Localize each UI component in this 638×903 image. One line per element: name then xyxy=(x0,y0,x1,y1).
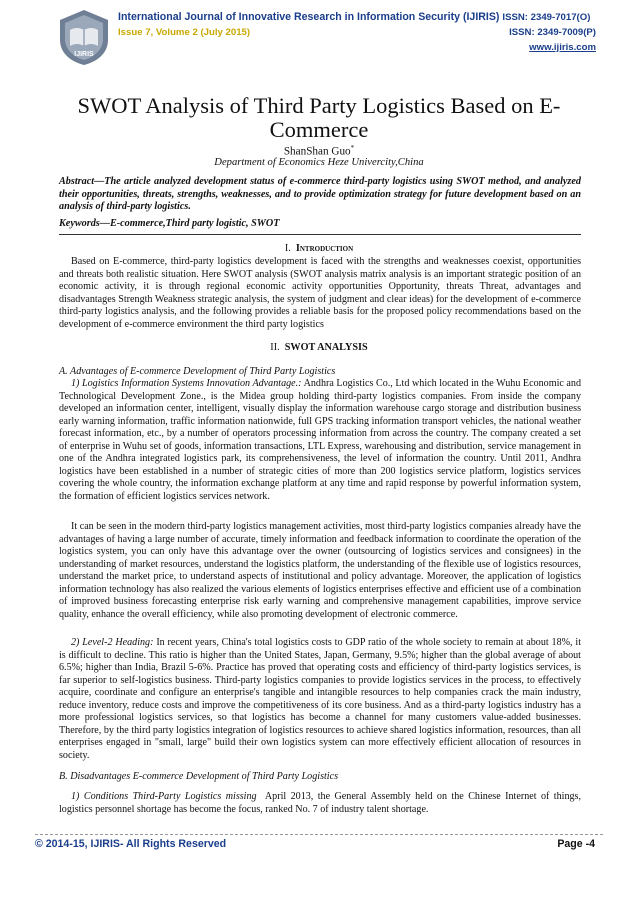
footer-divider xyxy=(35,834,603,835)
advantage-2-paragraph xyxy=(59,637,581,762)
author-name: ShanShan Guo xyxy=(283,145,351,158)
affiliation: Department of Economics Heze Univercity,China xyxy=(214,157,424,168)
section-title: Introduction xyxy=(295,243,354,254)
page-number: Page -4 xyxy=(557,838,595,850)
section-number: II. xyxy=(270,342,280,353)
author-mark: * xyxy=(350,144,355,152)
subsection-b-heading: B. Disadvantages E-commerce Development of Third Party Logistics xyxy=(59,771,339,782)
disadvantage-1-heading: 1) Conditions Third-Party Logistics missing xyxy=(71,791,257,802)
section-heading-swot xyxy=(0,342,638,353)
advantage-2-text: In recent years, China's total logistics costs to GDP ratio of the whole society to remain at about 18%, it is difficult to decline. This ratio is higher than the United States, Japan, Germany, 9.5%; higher than the global average of about 6.5%; higher than India, Brazil 5-6%. Practice has proved that operating costs and efficiency of third-party logistics services, is far superior to self-logistics business. Third-party logistics companies to provide logistics services in the process, to effectively acquire, coordinate and configure an enterprise's tangible and intangible resources to help companies crack the main industry, reduce inventory, reduce costs and improve the competitiveness of its core business. And as a third-party logistics industry has a more professional logistics services, so that logistics has become a channel for many customers value-added businesses. Therefore, by the third party logistics integration of logistics resources to achieve shared logistics information, resources, than all enterprises engaged in "small, large" build their own logistics system can more effectively efficient allocation of resources in society. xyxy=(59,637,581,761)
issn-print: ISSN: 2349-7009(P) xyxy=(509,27,596,38)
journal-header xyxy=(0,0,638,88)
section-heading-introduction xyxy=(0,243,638,254)
advantage-2-heading: 2) Level-2 Heading: xyxy=(71,637,154,648)
paper-title: SWOT Analysis of Third Party Logistics Based on E-Commerce xyxy=(77,93,561,142)
ijiris-logo-icon xyxy=(56,8,112,66)
issn-online: ISSN: 2349-7017(O) xyxy=(502,12,591,23)
subsection-a-heading: A. Advantages of E-commerce Development of Third Party Logistics xyxy=(59,366,336,377)
advantage-1-text: Andhra Logistics Co., Ltd which located in the Wuhu Economic and Technological Development Zone., is the Midea group holding third-party logistics companies. From inside the company developed an information center, intelligent, visually display the information warehouse cargo storage and distribution business early warning information, traffic information nationwide, full GPS tracking information transport vehicles, the national weather forecast information, etc., by a number of operators processing information from across the country. The company created a set of enterprise in Wuhu set of goods, information transactions, LTL Express, warehousing and distribution, service management in one of the Andhra integrated logistics park, its comprehensiveness, the level of information the country. Until 2011, Andhra logistics have been established in a number of strategic cities of more than 200 logistics service platform, logistics services covering the whole country, the information exchange platform at any time and rapid response by powerful information system, the formation of efficient logistics services network. xyxy=(59,378,582,502)
author-line xyxy=(0,144,638,158)
advantage-1-paragraph xyxy=(59,378,581,503)
journal-website-link[interactable]: www.ijiris.com xyxy=(529,42,596,53)
keywords: Keywords—E-commerce,Third party logistic, SWOT xyxy=(59,218,280,229)
section-title: SWOT ANALYSIS xyxy=(284,342,368,353)
logo-text: IJIRIS xyxy=(74,51,94,58)
disadvantage-1-paragraph xyxy=(59,791,581,816)
abstract: Abstract—The article analyzed development status of e-commerce third-party logistics using SWOT method, and analyzed their opportunities, threats, strengths, weaknesses, and to provide optimization strategy for future development based on an analysis of third-party logistics. xyxy=(59,176,581,213)
section-number: I. xyxy=(284,243,291,254)
advantage-1-paragraph-2: It can be seen in the modern third-party logistics management activities, most third-party logistics companies already have the advantages of having a large number of accurate, timely information and feedback information to coordinate the operation of the logistics system, you can only have this advantage over the owner (outsourcing of logistics services and consignees) in the understanding of market resources, understand the logistics platform, the understanding of the flexible use of logistics resources, understand the market price, to understand aspects of institutional and policy advantage. Moreover, the application of logistics information technology has also realized the various elements of logistics enterprises effective and efficient use of a combination of improved business forecasting enterprise risk early warning and comprehensive management capabilities, improve service quality, enhance the overall efficiency, while also promoting development of electronic commerce. xyxy=(59,521,581,620)
copyright: © 2014-15, IJIRIS- All Rights Reserved xyxy=(35,838,227,850)
intro-paragraph: Based on E-commerce, third-party logistics development is faced with the strengths and weaknesses coexist, opportunities and threats both realistic situation. Here SWOT analysis (SWOT analysis matrix analysis is an important strategic position of an economic activity, it is through regional economic activity opportunities Opportunity, threats Threat, advantages and disadvantages Strength Weakness strategic analysis, the system of judgment and clear ideas) for the development of e-commerce third-party logistics analysis, and the following provides a reliable basis for the proposed policy recommendations based on the development of e-commerce environment the third party logistics xyxy=(59,256,581,330)
journal-name-line xyxy=(118,11,590,23)
disadvantage-1-text: April 2013, the General Assembly held on the Chinese Internet of things, logistics personnel shortage has become the focus, ranked No. 7 of industry talent shortage. xyxy=(59,791,581,815)
issue-info: Issue 7, Volume 2 (July 2015) xyxy=(118,27,251,38)
advantage-1-heading: 1) Logistics Information Systems Innovation Advantage.: xyxy=(71,378,302,389)
divider xyxy=(59,234,581,235)
journal-name: International Journal of Innovative Research in Information Security (IJIRIS) xyxy=(118,11,500,23)
